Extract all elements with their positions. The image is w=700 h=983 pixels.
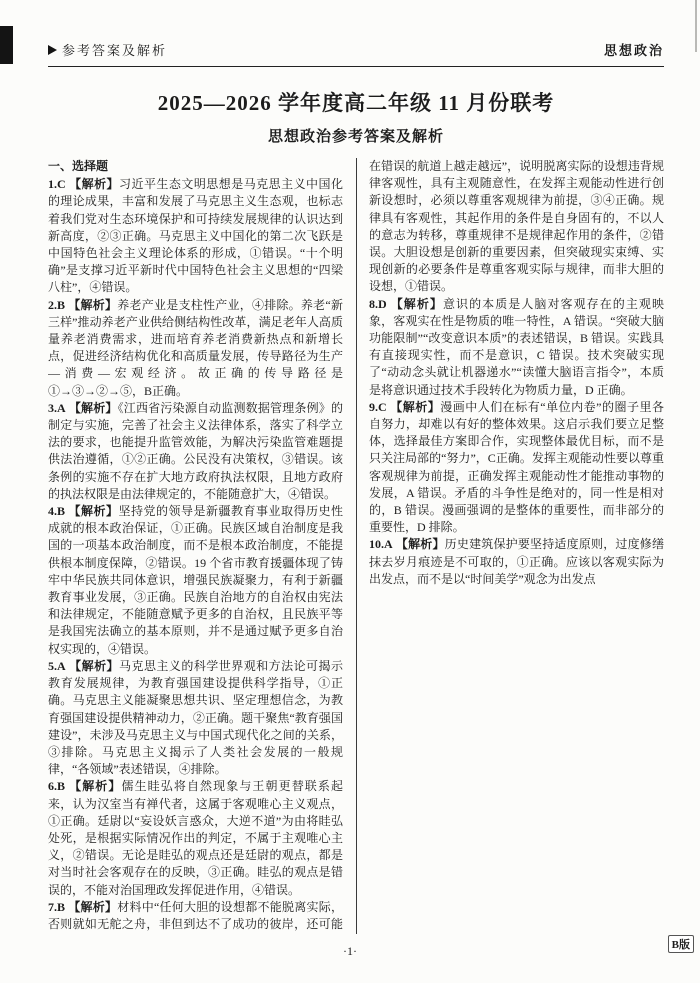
analysis-tag: 【解析】 (69, 779, 122, 794)
analysis-tag: 【解析】 (390, 399, 441, 414)
analysis-tag: 【解析】 (68, 297, 118, 312)
answers-content (48, 158, 664, 934)
page-number: ·1· (343, 944, 357, 958)
analysis-text: 意识的本质是人脑对客观存在的主观映象，客观实在性是物质的唯一特性，A 错误。“突破大脑功能限制”“改变意识本质”的表述错误，B 错误。实践具有直接现实性，而不是意识，C 错误。技术突破实现了“动动念头就让机器递水”“读懂大脑语言指令”，本质是将意识通过技术手段转化为物质力量，D 正确。 (369, 296, 664, 397)
section-heading: 一、选择题 (48, 159, 109, 173)
answer-item (48, 297, 343, 400)
answer-item (369, 296, 664, 399)
header-left-label: 参考答案及解析 (62, 43, 168, 58)
header-subject-label: 思想政治 (603, 43, 664, 58)
answer-key: 3.A (48, 400, 66, 415)
analysis-tag: 【解析】 (68, 504, 119, 519)
analysis-tag: 【解析】 (395, 537, 445, 552)
analysis-text: 马克思主义的科学世界观和方法论可揭示教育发展规律，为教育强国建设提供科学指导，①正确。马克思主义能凝聚思想共识、坚定理想信念，为教育强国建设提供精神动力，②正确。题干聚焦“教育强国建设”，未涉及马克思主义与中国式现代化之间的关系，③排除。马克思主义揭示了人类社会发展的一般规律，“各领域”表述错误，④排除。 (48, 658, 343, 777)
answers-subtitle: 思想政治参考答案及解析 (267, 129, 444, 145)
answer-key: 9.C (369, 399, 387, 414)
analysis-text: 儒生眭弘将自然现象与王朝更替联系起来，认为汉室当有禅代者，这属于客观唯心主义观点，①正确。廷尉以“妄设妖言惑众，大逆不道”为由将眭弘处死，是根据实际情况作出的判定，不属于主观唯心主义，②错误。无论是眭弘的观点还是廷尉的观点，都是对当时社会客观存在的反映，③正确。眭弘的观点是错误的，不能对治国理政发挥促进作用，④错误。 (48, 779, 343, 897)
exam-title: 2025—2026 学年度高二年级 11 月份联考 (157, 91, 555, 115)
header-left (48, 40, 167, 59)
trim-mark (695, 0, 697, 52)
answer-item (48, 658, 343, 778)
answer-key: 7.B (48, 899, 66, 914)
answer-key: 1.C (48, 177, 66, 192)
page-header (48, 40, 664, 67)
analysis-tag: 【解析】 (68, 899, 118, 914)
answer-item (369, 399, 664, 537)
analysis-tag: 【解析】 (69, 658, 120, 673)
answer-key: 8.D (369, 296, 387, 311)
edition-label: B版 (668, 935, 694, 953)
analysis-text: 习近平生态文明思想是马克思主义中国化的理论成果，丰富和发展了马克思主义生态观，也标志着我们党对生态环境保护和可持续发展规律的认识达到新高度，②③正确。马克思主义中国化的第二次飞跃是中国特色社会主义理论体系的形成，①错误。“十个明确”是支撑习近平新时代中国特色社会主义思想的“四梁八柱”，④错误。 (48, 177, 343, 295)
analysis-text: 历史建筑保护要坚持适度原则，过度修缮抹去岁月痕迹是不可取的，①正确。应该以客观实际为出发点，而不是以“时间美学”观念为出发点 (369, 537, 664, 586)
analysis-text: 坚持党的领导是新疆教育事业取得历史性成就的根本政治保证，①正确。民族区域自治制度是我国的一项基本政治制度，而不是根本政治制度，不能提供根本制度保障，②错误。19 个省市教育援疆体现了铸牢中华民族共同体意识，增强民族凝聚力，有利于新疆教育事业发展，③正确。民族自治地方的自治权由宪法和法律规定，不能随意赋予更多的自治权，且民族平等是我国宪法确立的基本原则，并不是通过赋予更多自治权实现的，④错误。 (48, 504, 343, 656)
answer-key: 6.B (48, 779, 66, 794)
analysis-text: 《江西省污染源自动监测数据管理条例》的制定与实施，完善了社会主义法律体系，落实了科学立法的要求，也能提升监管效能，为解决污染监管难题提供法治遵循，①②正确。公民没有决策权，③错误。该条例的实施不存在扩大地方政府执法权限，且地方政府的执法权限是由法律规定的，不能随意扩大，④错误。 (48, 400, 343, 501)
print-registration-mark (0, 26, 13, 64)
answer-item (48, 778, 343, 898)
analysis-text: 材料中“任何大胆的设想都不能脱离实际，否则就如无舵之舟，非但到达不了成功的彼岸，还可能在错误的航道上越走越远”，说明脱离实际的设想违背规律客观性，具有主观随意性，在发挥主观能动性进行创新设想时，必须以尊重客观规律为前提，③④正确。规律具有客观性，其起作用的条件是自身固有的，不以人的意志为转移，尊重规律不是规律起作用的条件，②错误。大胆设想是创新的重要因素，但突破现实束缚、实现创新的必要条件是尊重客观实际与规律，而非大胆的设想，①错误。 (48, 159, 664, 931)
analysis-tag: 【解析】 (69, 177, 120, 192)
analysis-tag: 【解析】 (68, 400, 118, 415)
flag-icon (48, 45, 57, 55)
answer-key: 5.A (48, 658, 66, 673)
analysis-tag: 【解析】 (390, 296, 443, 311)
answer-key: 10.A (369, 537, 393, 552)
answer-key: 2.B (48, 297, 66, 312)
answer-item (48, 400, 343, 503)
analysis-text: 养老产业是支柱性产业，④排除。养老“新三样”推动养老产业供给侧结构性改革，满足老年人高质量养老消费需求，进而培育养老消费新热点和新增长点，促进经济结构优化和高质量发展，传导路径为生产—消费—宏观经济。故正确的传导路径是①→③→②→⑤，B正确。 (48, 297, 343, 398)
answer-item (369, 536, 664, 588)
answer-item (48, 176, 343, 296)
answer-key: 4.B (48, 504, 66, 519)
analysis-text: 漫画中人们在标有“单位内卷”的圈子里各自努力，却难以有好的整体效果。这启示我们要立足整体，选择最佳方案即合作，实现整体最优目标，而不是只关注局部的“努力”，C正确。发挥主观能动性要以尊重客观规律为前提，正确发挥主观能动性才能推动事物的发展，A 错误。矛盾的斗争性是绝对的，同一性是相对的，B 错误。漫画强调的是整体的重要性，而非部分的重要性，D 排除。 (369, 399, 664, 535)
answer-item (48, 503, 343, 658)
